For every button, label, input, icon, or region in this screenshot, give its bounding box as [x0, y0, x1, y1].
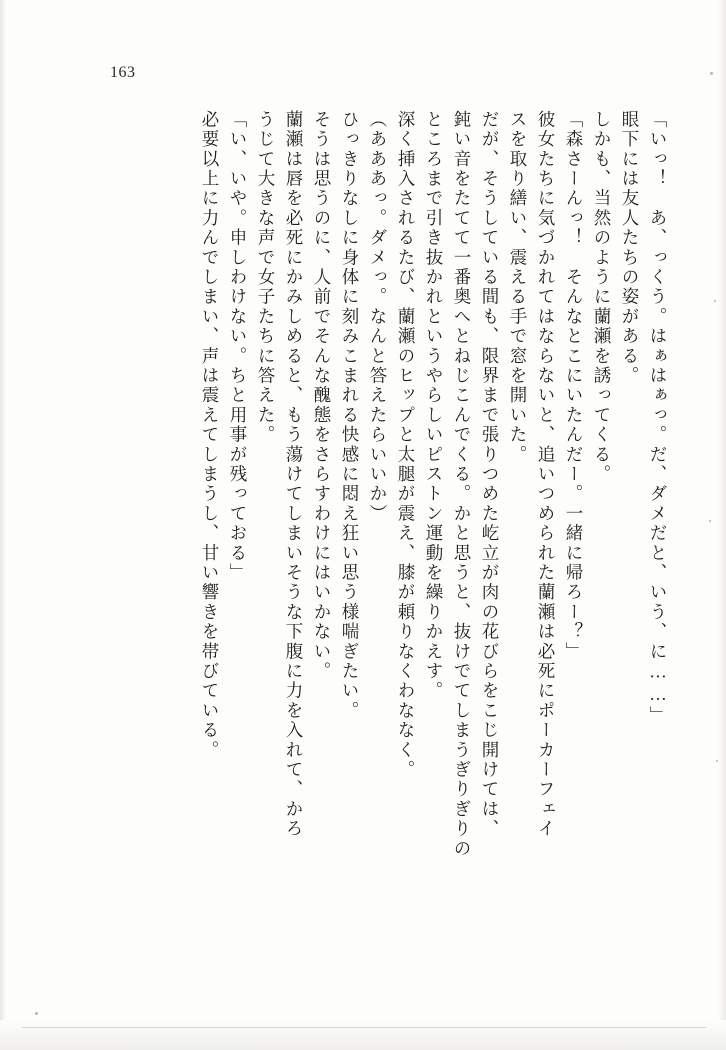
text-line: スを取り繕い、震える手で窓を開いた。 — [508, 110, 528, 465]
scan-edge-right — [718, 0, 726, 1050]
text-line: うじて大きな声で女子たちに答えた。 — [256, 110, 276, 445]
text-line: 彼女たちに気づかれてはならないと、追いつめられた蘭瀬は必死にポーカーフェイ — [536, 110, 556, 839]
page-number: 163 — [110, 64, 136, 81]
text-line: しかも、当然のように蘭瀬を誘ってくる。 — [592, 110, 612, 485]
text-line: 眼下には友人たちの姿がある。 — [620, 110, 640, 386]
text-line: 「い、いや。申しわけない。ちと用事が残っておる」 — [228, 110, 248, 583]
scan-speck — [714, 300, 716, 302]
body-text-vertical — [60, 110, 666, 920]
scan-speck — [709, 520, 711, 522]
scan-speck — [35, 1012, 38, 1015]
scan-speck — [710, 72, 713, 75]
text-line: ひっきりなしに身体に刻みこまれる快感に悶え狂い思う様喘ぎたい。 — [340, 110, 360, 721]
text-line: そうは思うのに、人前でそんな醜態をさらすわけにはいかない。 — [312, 110, 332, 682]
text-line: （あああっ。ダメっ。なんと答えたらいいか） — [368, 110, 388, 524]
text-line: 蘭瀬は唇を必死にかみしめると、もう蕩けてしまいそうな下腹に力を入れて、かろ — [284, 110, 304, 839]
scan-edge-left — [0, 0, 6, 1050]
text-line: だが、そうしている間も、限界まで張りつめた屹立が肉の花びらをこじ開けては、 — [480, 110, 500, 839]
scan-speck — [716, 760, 718, 762]
text-line: 必要以上に力んでしまい、声は震えてしまうし、甘い響きを帯びている。 — [200, 110, 220, 761]
text-line: 鈍い音をたてて一番奥へとねじこんでくる。かと思うと、抜けでてしまうぎりぎりの — [452, 110, 472, 859]
text-line: ところまで引き抜かれというやらしいピストン運動を繰りかえす。 — [424, 110, 444, 701]
text-line: 深く挿入されるたび、蘭瀬のヒップと太腿が震え、膝が頼りなくわななく。 — [396, 110, 416, 780]
text-line: 「いっ！ あ、っくう。はぁはぁっ。だ、ダメだと、いう、に……」 — [648, 110, 668, 726]
scan-edge-bottom — [0, 1020, 726, 1050]
page-bottom-rule — [22, 1027, 706, 1028]
text-line: 「森さーんっ！ そんなとこにいたんだー。一緒に帰ろー？」 — [564, 110, 584, 662]
